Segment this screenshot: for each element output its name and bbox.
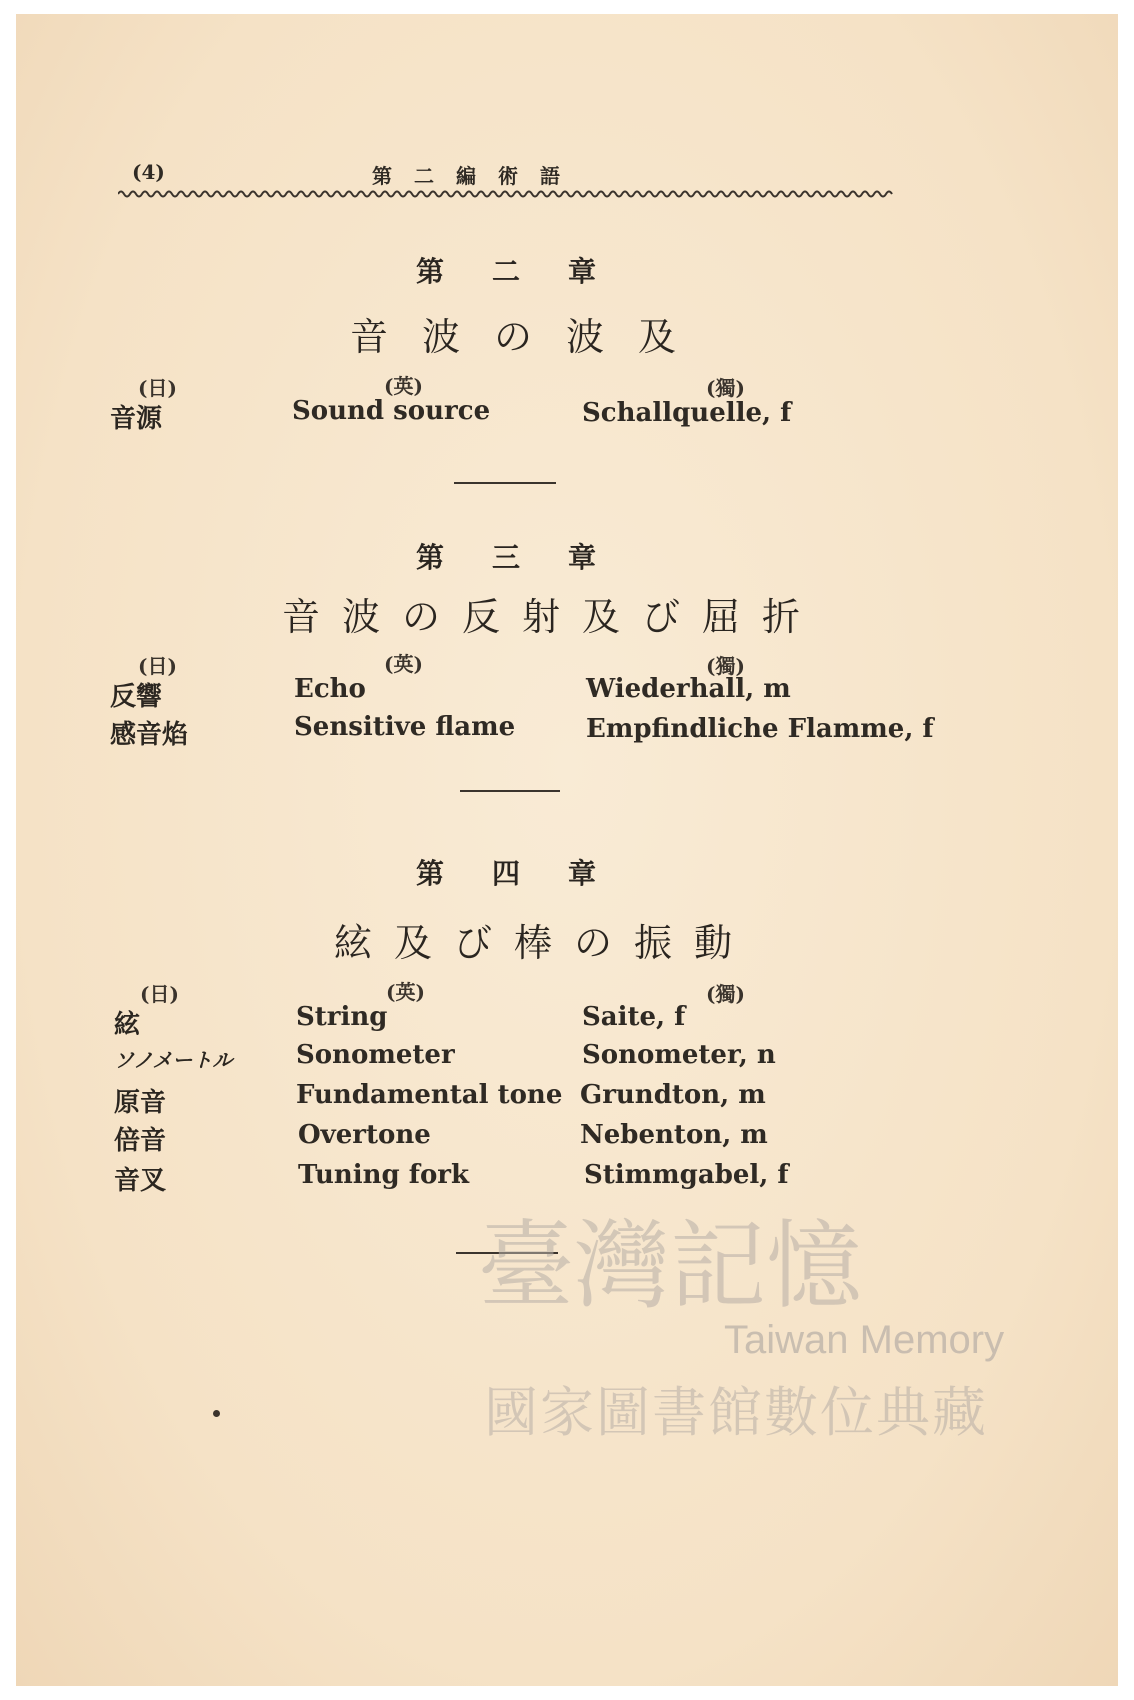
- term-de: Nebenton, m: [580, 1120, 768, 1150]
- watermark-library: 國家圖書館數位典藏: [484, 1381, 988, 1444]
- term-de: Grundton, m: [580, 1080, 766, 1110]
- chapter-number: 第三章: [416, 541, 645, 574]
- term-en: Overtone: [298, 1120, 431, 1150]
- chapter-title: 絃及び棒の振動: [334, 921, 755, 965]
- term-ja: 感音焰: [110, 720, 189, 750]
- term-de: Sonometer, n: [582, 1040, 776, 1070]
- col-head-en: (英): [384, 652, 423, 676]
- section-divider: [454, 482, 556, 484]
- watermark-english: Taiwan Memory: [724, 1318, 1005, 1362]
- running-title: 第二編術語: [372, 164, 582, 188]
- term-ja: 絃: [114, 1010, 141, 1040]
- term-ja: 反響: [110, 682, 163, 712]
- section-divider: [460, 790, 560, 792]
- col-head-ja: (日): [138, 376, 177, 400]
- term-ja: 原音: [114, 1088, 167, 1118]
- term-ja: 音叉: [114, 1166, 167, 1196]
- col-head-en: (英): [384, 374, 423, 398]
- ink-speck: [213, 1410, 220, 1417]
- page-number: (4): [132, 160, 165, 184]
- term-en: Fundamental tone: [296, 1080, 563, 1110]
- term-de: Saite, f: [582, 1002, 686, 1032]
- col-head-de: (獨): [706, 376, 745, 400]
- col-head-ja: (日): [138, 654, 177, 678]
- term-ja: ソノメートル: [114, 1048, 233, 1072]
- term-en: Sensitive flame: [294, 712, 516, 742]
- term-de: Empfindliche Flamme, f: [586, 714, 934, 744]
- watermark-calligraphy: 臺灣記憶: [478, 1210, 862, 1322]
- term-ja: 倍音: [114, 1126, 167, 1156]
- col-head-ja: (日): [140, 982, 179, 1006]
- chapter-number: 第四章: [416, 857, 645, 890]
- header-wavy-rule: [118, 186, 894, 202]
- term-ja: 音源: [110, 404, 163, 434]
- col-head-de: (獨): [706, 654, 745, 678]
- chapter-title: 音波の波及: [350, 315, 711, 359]
- term-en: Sound source: [292, 396, 491, 426]
- term-en: Sonometer: [296, 1040, 455, 1070]
- term-en: Tuning fork: [298, 1160, 470, 1190]
- term-de: Stimmgabel, f: [584, 1160, 789, 1190]
- chapter-title: 音波の反射及び屈折: [282, 595, 823, 639]
- term-en: String: [296, 1002, 388, 1032]
- term-de: Wiederhall, m: [586, 674, 791, 704]
- col-head-de: (獨): [706, 982, 745, 1006]
- chapter-number: 第二章: [416, 255, 645, 288]
- term-en: Echo: [294, 674, 366, 704]
- term-de: Schallquelle, f: [582, 398, 792, 428]
- col-head-en: (英): [386, 980, 425, 1004]
